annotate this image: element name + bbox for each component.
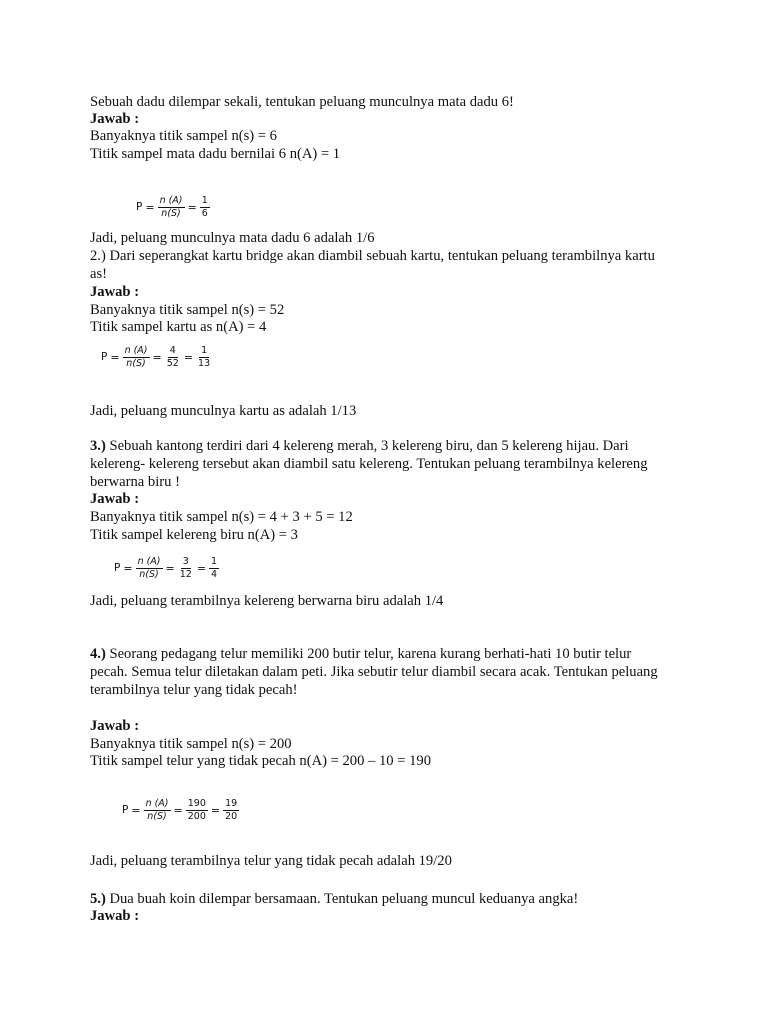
- q4-question-line3: terambilnya telur yang tidak pecah!: [90, 682, 298, 698]
- q2-conclusion: Jadi, peluang munculnya kartu as adalah 1/13: [90, 403, 357, 419]
- q4-jawab-label: Jawab :: [90, 718, 140, 734]
- q1-formula: [136, 196, 211, 219]
- q3-conclusion: Jadi, peluang terambilnya kelereng berwarna biru adalah 1/4: [90, 593, 444, 609]
- formula-equals: =: [110, 351, 120, 364]
- formula-p: P: [114, 562, 121, 574]
- q4-sample-line: Banyaknya titik sampel n(s) = 200: [90, 736, 292, 752]
- q2-formula: [101, 346, 213, 369]
- q5-question: 5.) Dua buah koin dilempar bersamaan. Tentukan peluang muncul keduanya angka!: [90, 891, 579, 907]
- q3-formula: [114, 557, 220, 580]
- formula-equals: =: [165, 562, 175, 575]
- q4-question-line2: pecah. Semua telur diletakan dalam peti. Jika sebutir telur diambil secara acak. Tentukan peluang: [90, 664, 658, 680]
- formula-equals: =: [187, 201, 197, 214]
- q1-conclusion: Jadi, peluang munculnya mata dadu 6 adalah 1/6: [90, 230, 375, 246]
- formula-fraction-nA-nS: $\frac{n (A)}{n(S)}$: [145, 798, 169, 822]
- q1-jawab-label: Jawab :: [90, 111, 140, 127]
- formula-fraction-1-13: $\frac{1}{13}$: [198, 345, 211, 369]
- formula-equals: =: [173, 804, 183, 817]
- formula-p: P: [122, 804, 129, 816]
- q3-question-line3: berwarna biru !: [90, 474, 180, 490]
- q1-question: Sebuah dadu dilempar sekali, tentukan peluang munculnya mata dadu 6!: [90, 94, 514, 110]
- formula-equals: =: [183, 351, 194, 364]
- q3-event-line: Titik sampel kelereng biru n(A) = 3: [90, 527, 298, 543]
- formula-equals: =: [123, 562, 133, 575]
- formula-fraction-nA-nS: $\frac{n (A)}{n(S)}$: [137, 556, 161, 580]
- formula-equals: =: [152, 351, 162, 364]
- formula-equals: =: [196, 562, 207, 575]
- formula-equals: =: [145, 201, 155, 214]
- q1-event-line: Titik sampel mata dadu bernilai 6 n(A) = 1: [90, 146, 341, 162]
- q4-event-line: Titik sampel telur yang tidak pecah n(A) = 200 – 10 = 190: [90, 753, 431, 769]
- formula-fraction-nA-nS: $\frac{n (A)}{n(S)}$: [124, 345, 148, 369]
- q3-question-line1: 3.) Sebuah kantong terdiri dari 4 kelereng merah, 3 kelereng biru, dan 5 kelereng hijau. Dari: [90, 438, 629, 454]
- q4-formula: [122, 799, 240, 822]
- formula-equals: =: [131, 804, 141, 817]
- formula-fraction-3-12: $\frac{3}{12}$: [179, 556, 192, 580]
- formula-fraction-nA-nS: $\frac{n (A)}{n(S)}$: [159, 195, 183, 219]
- q3-sample-line: Banyaknya titik sampel n(s) = 4 + 3 + 5 = 12: [90, 509, 353, 525]
- formula-equals: =: [210, 804, 221, 817]
- q2-question-line2: as!: [90, 266, 108, 282]
- q2-event-line: Titik sampel kartu as n(A) = 4: [90, 319, 267, 335]
- formula-fraction-1-4: $\frac{1}{4}$: [211, 556, 218, 580]
- formula-fraction-190-200: $\frac{190}{200}$: [187, 798, 206, 822]
- q3-number: 3.): [90, 438, 106, 454]
- q2-sample-line: Banyaknya titik sampel n(s) = 52: [90, 302, 285, 318]
- formula-p: P: [101, 351, 108, 363]
- q3-jawab-label: Jawab :: [90, 491, 140, 507]
- q2-question-line1: 2.) Dari seperangkat kartu bridge akan diambil sebuah kartu, tentukan peluang terambilnya kartu: [90, 248, 655, 264]
- formula-fraction-result: $\frac{1}{6}$: [201, 195, 208, 219]
- q5-jawab-label: Jawab :: [90, 908, 140, 924]
- formula-fraction-19-20: $\frac{19}{20}$: [225, 798, 238, 822]
- q3-question-line2: kelereng- kelereng tersebut akan diambil satu kelereng. Tentukan peluang terambilnya kelereng: [90, 456, 648, 472]
- formula-p: P: [136, 201, 143, 213]
- q4-question-line1: 4.) Seorang pedagang telur memiliki 200 butir telur, karena kurang berhati-hati 10 butir telur: [90, 646, 632, 662]
- formula-fraction-4-52: $\frac{4}{52}$: [166, 345, 179, 369]
- q4-number: 4.): [90, 646, 106, 662]
- q1-sample-line: Banyaknya titik sampel n(s) = 6: [90, 128, 277, 144]
- q5-number: 5.): [90, 891, 106, 907]
- q2-jawab-label: Jawab :: [90, 284, 140, 300]
- q4-conclusion: Jadi, peluang terambilnya telur yang tidak pecah adalah 19/20: [90, 853, 452, 869]
